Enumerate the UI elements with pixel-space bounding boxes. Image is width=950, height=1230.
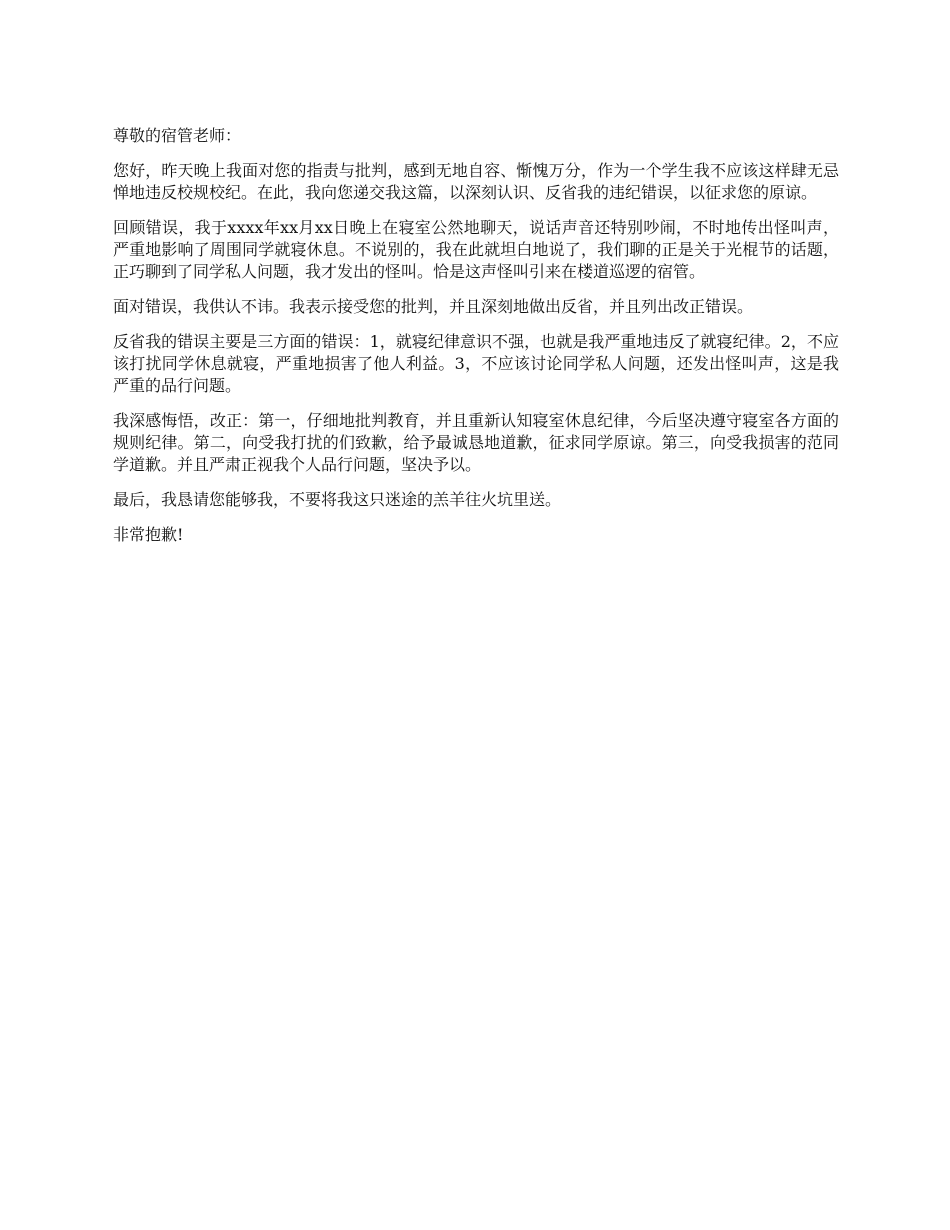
paragraph-greeting: 您好，昨天晚上我面对您的指责与批判，感到无地自容、惭愧万分，作为一个学生我不应该这样肆无忌惮地违反校规校纪。在此，我向您递交我这篇，以深刻认识、反省我的违纪错误，以征求您的原谅。 bbox=[113, 161, 839, 202]
paragraph-admission: 面对错误，我供认不讳。我表示接受您的批判，并且深刻地做出反省，并且列出改正错误。 bbox=[113, 297, 754, 316]
paragraph-reflection: 反省我的错误主要是三方面的错误：1，就寝纪律意识不强，也就是我严重地违反了就寝纪律。2，不应该打扰同学休息就寝，严重地损害了他人利益。3，不应该讨论同学私人问题，还发出怪叫声，这是我严重的品行问题。 bbox=[113, 332, 839, 395]
paragraph-correction: 我深感悔悟，改正：第一，仔细地批判教育，并且重新认知寝室休息纪律，今后坚决遵守寝室各方面的规则纪律。第二，向受我打扰的们致歉，给予最诚恳地道歉，征求同学原谅。第三，向受我损害的范同学道歉。并且严肃正视我个人品行问题，坚决予以。 bbox=[113, 411, 839, 474]
closing: 非常抱歉! bbox=[113, 525, 184, 544]
letter-body bbox=[113, 125, 839, 559]
paragraph-request: 最后，我恳请您能够我，不要将我这只迷途的羔羊往火坑里送。 bbox=[113, 490, 562, 509]
paragraph-review: 回顾错误，我于xxxx年xx月xx日晚上在寝室公然地聊天，说话声音还特别吵闹，不时地传出怪叫声，严重地影响了周围同学就寝休息。不说别的，我在此就坦白地说了，我们聊的正是关于光棍节的话题，正巧聊到了同学私人问题，我才发出的怪叫。恰是这声怪叫引来在楼道巡逻的宿管。 bbox=[113, 218, 839, 281]
salutation: 尊敬的宿管老师： bbox=[113, 126, 242, 145]
